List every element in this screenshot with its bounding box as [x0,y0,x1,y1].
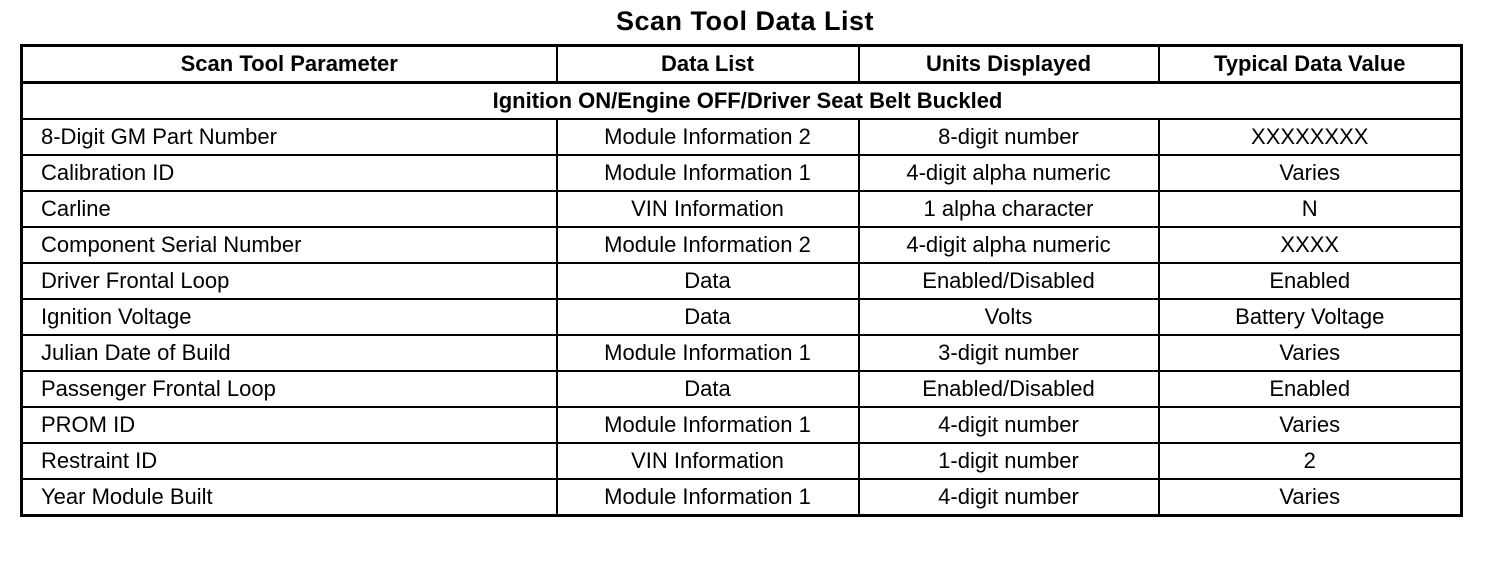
header-scan-tool-parameter: Scan Tool Parameter [22,46,557,83]
section-label: Ignition ON/Engine OFF/Driver Seat Belt Buckled [22,83,1462,120]
table-row [22,119,1462,155]
cell-typical-value: Enabled [1159,371,1462,407]
table-row [22,335,1462,371]
cell-parameter: Calibration ID [22,155,557,191]
cell-typical-value: XXXXXXXX [1159,119,1462,155]
cell-units: 1 alpha character [859,191,1159,227]
table-row [22,191,1462,227]
cell-typical-value: Battery Voltage [1159,299,1462,335]
cell-data-list: VIN Information [557,443,859,479]
cell-parameter: Restraint ID [22,443,557,479]
table-row [22,227,1462,263]
cell-parameter: Passenger Frontal Loop [22,371,557,407]
cell-typical-value: N [1159,191,1462,227]
cell-parameter: Component Serial Number [22,227,557,263]
cell-data-list: Module Information 1 [557,407,859,443]
cell-units: 8-digit number [859,119,1159,155]
cell-units: Enabled/Disabled [859,371,1159,407]
cell-units: 4-digit number [859,479,1159,516]
cell-parameter: Ignition Voltage [22,299,557,335]
scan-tool-data-table [20,44,1463,517]
cell-units: 4-digit number [859,407,1159,443]
section-row [22,83,1462,120]
cell-units: 4-digit alpha numeric [859,155,1159,191]
table-title: Scan Tool Data List [615,6,875,36]
cell-data-list: Data [557,371,859,407]
cell-parameter: 8-Digit GM Part Number [22,119,557,155]
header-data-list: Data List [557,46,859,83]
cell-parameter: Driver Frontal Loop [22,263,557,299]
table-row [22,443,1462,479]
cell-parameter: Julian Date of Build [22,335,557,371]
table-row [22,407,1462,443]
cell-data-list: Data [557,263,859,299]
cell-typical-value: Varies [1159,479,1462,516]
cell-data-list: Data [557,299,859,335]
cell-typical-value: Varies [1159,335,1462,371]
table-row [22,263,1462,299]
cell-data-list: Module Information 1 [557,479,859,516]
cell-units: Enabled/Disabled [859,263,1159,299]
header-units-displayed: Units Displayed [859,46,1159,83]
table-row [22,479,1462,516]
cell-parameter: PROM ID [22,407,557,443]
table-row [22,155,1462,191]
header-typical-data-value: Typical Data Value [1159,46,1462,83]
table-row [22,299,1462,335]
cell-data-list: Module Information 1 [557,155,859,191]
cell-typical-value: Enabled [1159,263,1462,299]
cell-data-list: VIN Information [557,191,859,227]
cell-parameter: Year Module Built [22,479,557,516]
cell-typical-value: 2 [1159,443,1462,479]
cell-units: 3-digit number [859,335,1159,371]
cell-typical-value: Varies [1159,155,1462,191]
header-row [22,46,1462,83]
cell-data-list: Module Information 2 [557,227,859,263]
cell-units: 1-digit number [859,443,1159,479]
table-row [22,371,1462,407]
cell-data-list: Module Information 1 [557,335,859,371]
cell-data-list: Module Information 2 [557,119,859,155]
cell-units: Volts [859,299,1159,335]
cell-parameter: Carline [22,191,557,227]
cell-typical-value: Varies [1159,407,1462,443]
cell-typical-value: XXXX [1159,227,1462,263]
cell-units: 4-digit alpha numeric [859,227,1159,263]
